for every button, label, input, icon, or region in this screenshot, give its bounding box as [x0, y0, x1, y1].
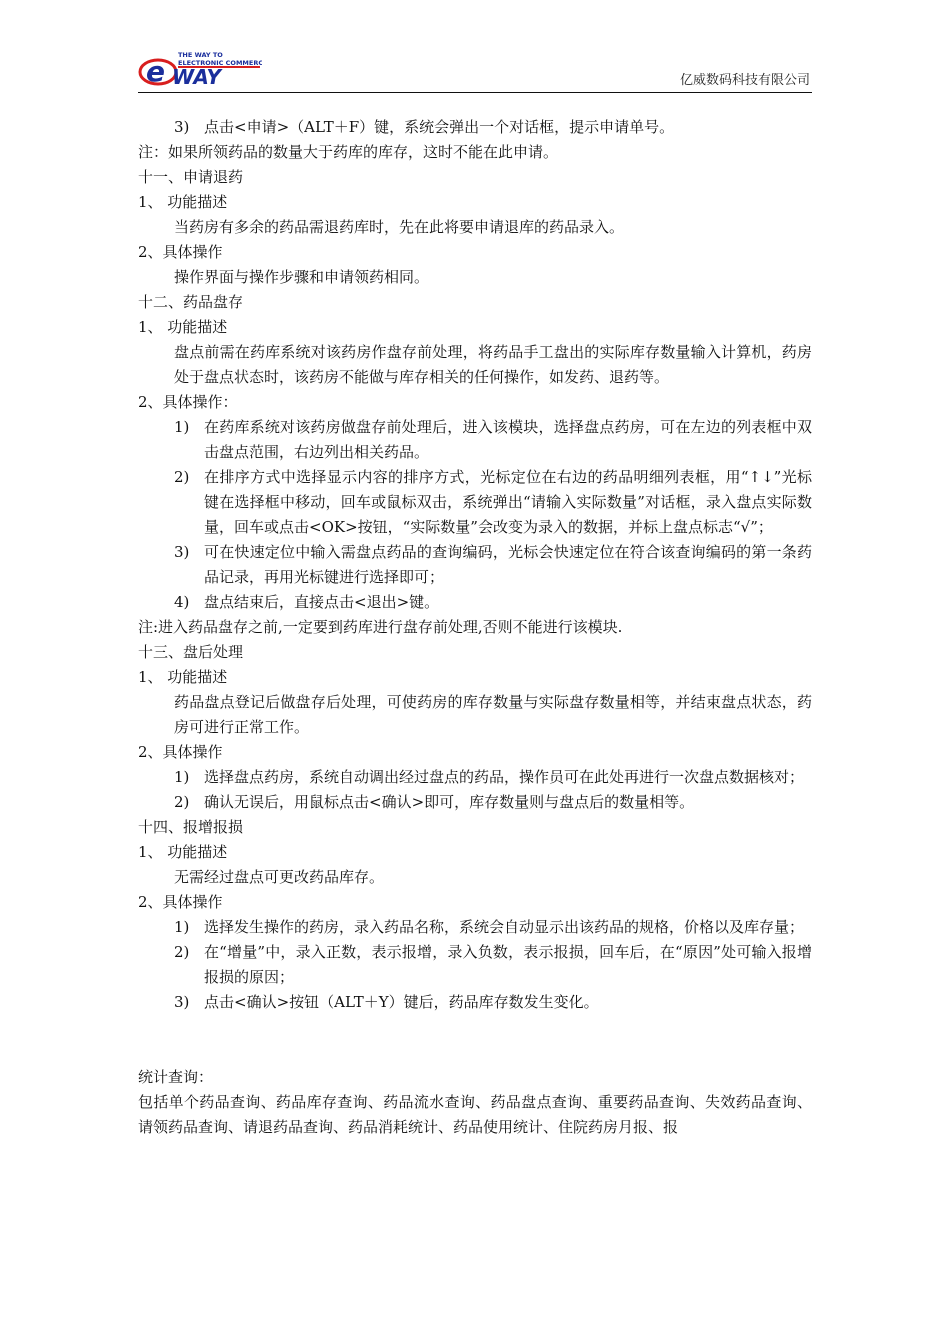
item-text: 确认无误后，用鼠标点击<确认>即可，库存数量则与盘点后的数量相等。 — [204, 793, 695, 811]
page-header — [138, 48, 812, 93]
list-item — [138, 115, 812, 140]
stats-paragraph: 包括单个药品查询、药品库存查询、药品流水查询、药品盘点查询、重要药品查询、失效药品查询、请领药品查询、请退药品查询、药品消耗统计、药品使用统计、住院药房月报、报 — [138, 1093, 812, 1136]
section-11-heading-2: 2、具体操作 — [138, 243, 223, 261]
document-body — [138, 115, 812, 1140]
logo-e-letter: e — [146, 55, 165, 88]
section-11-paragraph-2: 操作界面与操作步骤和申请领药相同。 — [174, 268, 430, 286]
note-text: 注：如果所领药品的数量大于药库的库存，这时不能在此申请。 — [138, 143, 559, 161]
section-13-heading-1: 1、 功能描述 — [138, 668, 228, 686]
item-number: 2) — [174, 468, 190, 486]
section-11-paragraph-1: 当药房有多余的药品需退药库时，先在此将要申请退库的药品录入。 — [174, 218, 625, 236]
list-item — [138, 915, 812, 940]
item-number: 3) — [174, 543, 190, 561]
section-14-title: 十四、报增报损 — [138, 818, 244, 836]
list-item — [138, 540, 812, 590]
list-item — [138, 940, 812, 990]
item-text: 选择盘点药房，系统自动调出经过盘点的药品，操作员可在此处再进行一次盘点数据核对； — [204, 768, 805, 786]
logo-tagline-1: THE WAY TO — [178, 51, 223, 59]
item-text: 可在快速定位中输入需盘点药品的查询编码，光标会快速定位在符合该查询编码的第一条药品记录，再用光标键进行选择即可； — [204, 543, 812, 586]
item-text: 选择发生操作的药房，录入药品名称，系统会自动显示出该药品的规格，价格以及库存量； — [204, 918, 805, 936]
section-11-title: 十一、申请退药 — [138, 168, 244, 186]
spacer — [138, 1015, 812, 1065]
list-item — [138, 990, 812, 1015]
item-number: 2) — [174, 793, 190, 811]
section-13-title: 十三、盘后处理 — [138, 643, 244, 661]
logo-tagline-2: ELECTRONIC COMMERCE — [178, 59, 262, 67]
item-text: 点击<申请>（ALT＋F）键，系统会弹出一个对话框，提示申请单号。 — [204, 118, 675, 136]
section-14-paragraph-1: 无需经过盘点可更改药品库存。 — [174, 868, 385, 886]
item-text: 在排序方式中选择显示内容的排序方式，光标定位在右边的药品明细列表框，用“↑↓”光标键在选择框中移动，回车或鼠标双击，系统弹出“请输入实际数量”对话框，录入盘点实际数量，回车或点击<OK>按钮，“实际数量”会改变为录入的数据，并标上盘点标志“√”； — [204, 468, 812, 536]
company-name: 亿威数码科技有限公司 — [679, 73, 810, 88]
section-14-heading-1: 1、 功能描述 — [138, 843, 228, 861]
list-item — [138, 465, 812, 540]
item-text: 点击<确认>按钮（ALT＋Y）键后，药品库存数发生变化。 — [204, 993, 599, 1011]
item-number: 3) — [174, 118, 190, 136]
logo-graphic — [138, 48, 262, 88]
item-number: 1) — [174, 918, 190, 936]
section-14-heading-2: 2、具体操作 — [138, 893, 223, 911]
item-number: 4) — [174, 593, 190, 611]
section-12-paragraph-1: 盘点前需在药库系统对该药房作盘存前处理，将药品手工盘出的实际库存数量输入计算机，药房处于盘点状态时，该药房不能做与库存相关的任何操作，如发药、退药等。 — [174, 343, 812, 386]
item-number: 1) — [174, 768, 190, 786]
item-text: 盘点结束后，直接点击<退出>键。 — [204, 593, 440, 611]
list-item — [138, 415, 812, 465]
section-13-heading-2: 2、具体操作 — [138, 743, 223, 761]
item-text: 在“增量”中，录入正数，表示报增，录入负数，表示报损，回车后，在“原因”处可输入报增报损的原因； — [204, 943, 812, 986]
stats-title: 统计查询： — [138, 1068, 214, 1086]
list-item — [138, 590, 812, 615]
section-13-paragraph-1: 药品盘点登记后做盘存后处理，可使药房的库存数量与实际盘存数量相等，并结束盘点状态，药房可进行正常工作。 — [174, 693, 812, 736]
note-text: 注:进入药品盘存之前,一定要到药库进行盘存前处理,否则不能进行该模块. — [138, 618, 623, 636]
logo-way-letters: WAY — [172, 65, 222, 88]
item-text: 在药库系统对该药房做盘存前处理后，进入该模块，选择盘点药房，可在左边的列表框中双击盘点范围，右边列出相关药品。 — [204, 418, 812, 461]
list-item — [138, 790, 812, 815]
section-12-title: 十二、药品盘存 — [138, 293, 244, 311]
list-item — [138, 765, 812, 790]
item-number: 2) — [174, 943, 190, 961]
item-number: 3) — [174, 993, 190, 1011]
section-11-heading-1: 1、 功能描述 — [138, 193, 228, 211]
section-12-heading-2: 2、具体操作： — [138, 393, 238, 411]
section-12-heading-1: 1、 功能描述 — [138, 318, 228, 336]
item-number: 1) — [174, 418, 190, 436]
eway-logo — [138, 48, 262, 88]
